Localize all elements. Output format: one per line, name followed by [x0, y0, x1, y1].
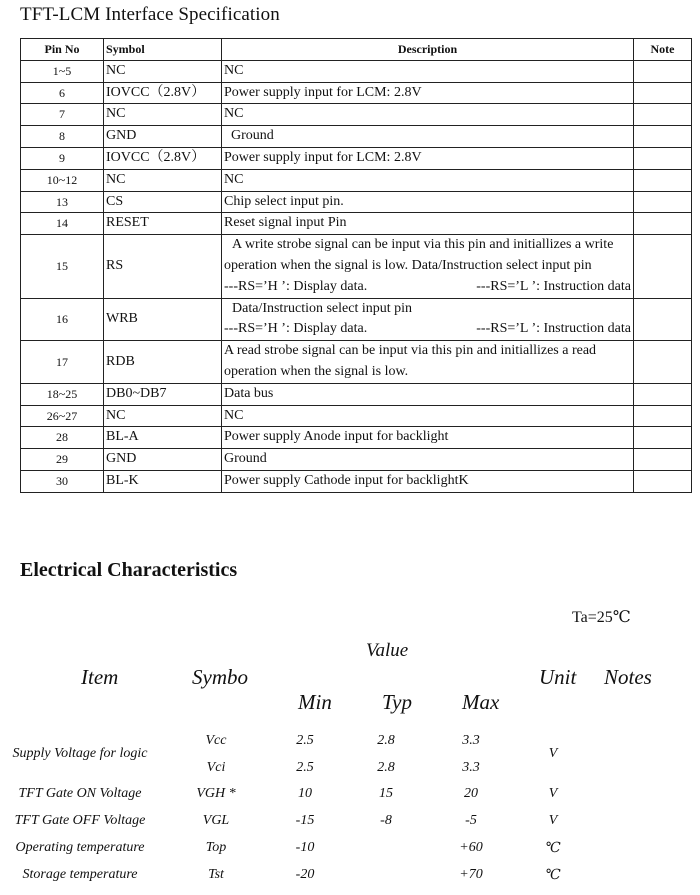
pin-note-cell [634, 191, 692, 213]
description-line: Power supply Anode input for backlight [224, 429, 449, 445]
rs-low-text: ---RS=’L ’: Instruction data [476, 321, 631, 337]
temperature-condition: Ta=25℃ [572, 609, 631, 626]
electrical-typ-cell: 15 [379, 786, 393, 801]
description-line: NC [224, 106, 244, 122]
pin-note-cell [634, 383, 692, 405]
electrical-min-cell: 2.5 [296, 760, 314, 775]
electrical-unit-cell: ℃ [545, 841, 561, 856]
electrical-typ-cell: -8 [380, 813, 392, 828]
rs-low-text: ---RS=’L ’: Instruction data [476, 278, 631, 294]
pin-description-cell [222, 298, 634, 341]
pin-description-cell [222, 235, 634, 298]
pin-number-cell: 8 [21, 126, 104, 148]
pin-table-row [21, 341, 692, 384]
electrical-unit-cell: V [548, 786, 558, 801]
pin-number-cell: 16 [21, 298, 104, 341]
electrical-max-cell: +70 [459, 867, 483, 882]
pin-description-cell [222, 470, 634, 492]
electrical-symbol-cell: Vci [206, 760, 226, 775]
pin-table-row [21, 235, 692, 298]
rs-high-text: ---RS=’H ’: Display data. [224, 278, 368, 294]
pin-symbol-cell: IOVCC（2.8V） [104, 82, 222, 104]
electrical-min-cell: -20 [295, 867, 315, 882]
electrical-characteristics-title: Electrical Characteristics [20, 559, 238, 581]
pin-number-cell: 28 [21, 427, 104, 449]
pin-description-cell [222, 213, 634, 235]
pin-number-cell: 18~25 [21, 383, 104, 405]
description-header: Description [222, 39, 634, 61]
pin-note-cell [634, 298, 692, 341]
pin-symbol-cell: BL-K [104, 470, 222, 492]
pin-description-cell [222, 82, 634, 104]
pin-number-cell: 13 [21, 191, 104, 213]
pin-symbol-cell: NC [104, 104, 222, 126]
description-line: Power supply Cathode input for backlightK [224, 472, 469, 488]
description-line: Power supply input for LCM: 2.8V [224, 84, 422, 100]
pin-number-cell: 10~12 [21, 169, 104, 191]
pin-number-cell: 6 [21, 82, 104, 104]
typ-header: Typ [382, 690, 412, 714]
electrical-item-cell: TFT Gate ON Voltage [18, 786, 142, 801]
pin-symbol-cell: DB0~DB7 [104, 383, 222, 405]
pin-symbol-cell: NC [104, 405, 222, 427]
min-header: Min [298, 690, 332, 714]
pin-description-cell [222, 169, 634, 191]
description-line: NC [224, 407, 244, 423]
description-line: operation when the signal is low. [224, 363, 409, 379]
item-header: Item [81, 665, 119, 689]
pin-table-row [21, 405, 692, 427]
electrical-unit-cell: V [548, 746, 558, 761]
pin-note-cell [634, 213, 692, 235]
pin-table-row [21, 126, 692, 148]
pin-symbol-cell: RDB [104, 341, 222, 384]
pin-description-cell [222, 147, 634, 169]
electrical-unit-cell: V [548, 813, 558, 828]
pin-description-cell [222, 427, 634, 449]
electrical-max-cell: 3.3 [462, 733, 480, 748]
pin-no-header: Pin No [21, 39, 104, 61]
pin-symbol-cell: RS [104, 235, 222, 298]
description-line-split [224, 277, 631, 298]
pin-number-cell: 29 [21, 449, 104, 471]
description-line: NC [224, 171, 244, 187]
pin-note-cell [634, 169, 692, 191]
description-line: Data bus [224, 385, 274, 401]
electrical-max-cell: 3.3 [462, 760, 480, 775]
electrical-typ-cell: 2.8 [377, 760, 395, 775]
pin-table-row [21, 449, 692, 471]
pin-description-cell [222, 405, 634, 427]
pin-number-cell: 17 [21, 341, 104, 384]
pin-table [20, 38, 692, 493]
pin-note-cell [634, 405, 692, 427]
description-line-split [224, 319, 631, 340]
description-line: NC [224, 62, 244, 78]
max-header: Max [462, 690, 500, 714]
description-line: Chip select input pin. [224, 193, 344, 209]
pin-table-row [21, 104, 692, 126]
pin-symbol-cell: NC [104, 169, 222, 191]
pin-table-row [21, 383, 692, 405]
pin-symbol-cell: GND [104, 126, 222, 148]
pin-note-cell [634, 60, 692, 82]
pin-number-cell: 7 [21, 104, 104, 126]
electrical-symbol-cell: VGH * [196, 786, 236, 801]
unit-header: Unit [539, 665, 577, 689]
pin-table-row [21, 169, 692, 191]
pin-symbol-cell: CS [104, 191, 222, 213]
pin-table-row [21, 470, 692, 492]
pin-symbol-cell: BL-A [104, 427, 222, 449]
electrical-unit-cell: ℃ [545, 868, 561, 883]
pin-description-cell [222, 383, 634, 405]
electrical-typ-cell: 2.8 [377, 733, 395, 748]
description-line: Ground [224, 128, 274, 144]
pin-table-row [21, 191, 692, 213]
electrical-min-cell: -15 [295, 813, 315, 828]
pin-symbol-cell: RESET [104, 213, 222, 235]
electrical-min-cell: -10 [295, 840, 315, 855]
electrical-symbol-cell: Tst [208, 867, 224, 882]
description-line: A write strobe signal can be input via this pin and initiallizes a write [232, 237, 614, 253]
electrical-item-cell: TFT Gate OFF Voltage [14, 813, 146, 828]
pin-note-cell [634, 341, 692, 384]
pin-table-row [21, 82, 692, 104]
note-header: Note [634, 39, 692, 61]
electrical-max-cell: +60 [459, 840, 483, 855]
symbol-header-ec: Symbo [192, 665, 248, 689]
pin-description-cell [222, 126, 634, 148]
pin-note-cell [634, 427, 692, 449]
pin-number-cell: 15 [21, 235, 104, 298]
value-header: Value [366, 640, 409, 661]
electrical-symbol-cell: Top [205, 840, 227, 855]
description-line: operation when the signal is low. Data/Instruction select input pin [224, 257, 592, 273]
pin-table-row [21, 147, 692, 169]
description-line: Data/Instruction select input pin [232, 300, 413, 316]
electrical-symbol-cell: VGL [202, 813, 230, 828]
electrical-min-cell: 2.5 [296, 733, 314, 748]
symbol-header: Symbol [104, 39, 222, 61]
electrical-min-cell: 10 [298, 786, 312, 801]
electrical-symbol-cell: Vcc [205, 733, 227, 748]
electrical-item-cell: Operating temperature [15, 840, 145, 855]
pin-note-cell [634, 470, 692, 492]
pin-symbol-cell: GND [104, 449, 222, 471]
pin-note-cell [634, 82, 692, 104]
electrical-max-cell: -5 [465, 813, 477, 828]
pin-description-cell [222, 449, 634, 471]
description-line: Reset signal input Pin [224, 215, 347, 231]
description-line: Power supply input for LCM: 2.8V [224, 149, 422, 165]
pin-note-cell [634, 147, 692, 169]
electrical-max-cell: 20 [464, 786, 478, 801]
pin-number-cell: 14 [21, 213, 104, 235]
pin-table-row [21, 298, 692, 341]
pin-table-row [21, 427, 692, 449]
pin-number-cell: 30 [21, 470, 104, 492]
pin-number-cell: 9 [21, 147, 104, 169]
pin-note-cell [634, 104, 692, 126]
pin-symbol-cell: WRB [104, 298, 222, 341]
rs-high-text: ---RS=’H ’: Display data. [224, 321, 368, 337]
pin-note-cell [634, 449, 692, 471]
description-line: Ground [224, 451, 267, 467]
description-line: A read strobe signal can be input via this pin and initiallizes a read [224, 343, 597, 359]
notes-header: Notes [604, 665, 652, 689]
pin-number-cell: 1~5 [21, 60, 104, 82]
pin-description-cell [222, 60, 634, 82]
pin-table-row [21, 60, 692, 82]
pin-description-cell [222, 341, 634, 384]
pin-description-cell [222, 104, 634, 126]
pin-note-cell [634, 235, 692, 298]
pin-table-header-row [21, 39, 692, 61]
pin-note-cell [634, 126, 692, 148]
pin-description-cell [222, 191, 634, 213]
pin-symbol-cell: NC [104, 60, 222, 82]
electrical-item-cell: Supply Voltage for logic [12, 746, 148, 761]
document-title: TFT-LCM Interface Specification [20, 4, 280, 25]
pin-number-cell: 26~27 [21, 405, 104, 427]
pin-table-row [21, 213, 692, 235]
electrical-item-cell: Storage temperature [22, 867, 138, 882]
pin-symbol-cell: IOVCC（2.8V） [104, 147, 222, 169]
